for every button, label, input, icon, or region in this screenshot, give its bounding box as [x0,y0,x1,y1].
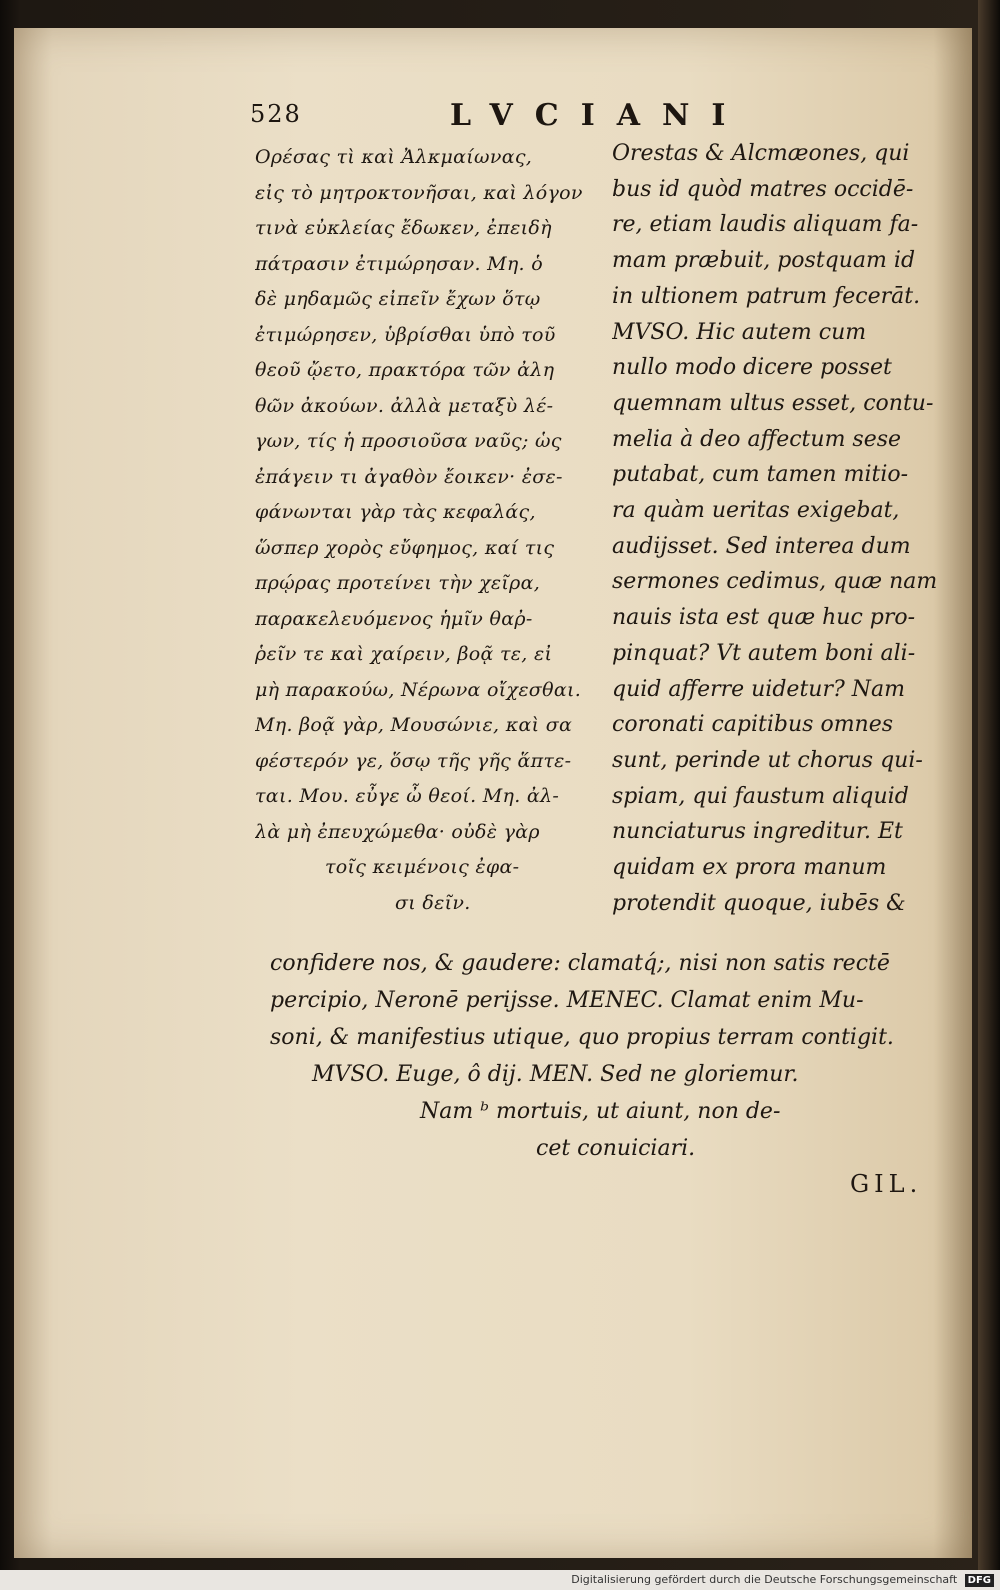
latin-line: quemnam ultus esset, contu- [612,390,934,416]
greek-text-column [255,140,605,921]
latin-line: melia à deo affectum sese [612,426,902,452]
greek-line: παρακελευόμενος ἡμῖν θαῤ- [255,607,533,630]
greek-line: πάτρασιν ἐτιμώρησαν. Μη. ὁ [255,252,543,275]
running-head: LVCIANI [450,98,748,133]
greek-line: ἐτιμώρησεν, ὑβρίσθαι ὑπὸ τοῦ [255,323,556,346]
greek-line: δὲ μηδαμῶς εἰπεῖν ἔχων ὅτῳ [255,288,541,310]
latin-line: quidam ex prora manum [612,855,887,881]
greek-line: λὰ μὴ ἐπευχώμεθα· οὐδὲ γὰρ [255,820,540,843]
latin-line: audijsset. Sed interea dum [612,533,911,559]
greek-line: τοῖς κειμένοις ἐφα- [325,856,520,878]
bottom-line: Nam ᵇ mortuis, ut aiunt, non de- [420,1099,781,1124]
latin-line: coronati capitibus omnes [612,712,894,738]
latin-line: pinquat? Vt autem boni ali- [612,640,916,666]
greek-line: φέστερόν γε, ὅσῳ τῆς γῆς ἅπτε- [255,749,572,772]
greek-line: μὴ παρακούω, Νέρωνα οἴχεσθαι. [255,678,582,701]
latin-line: quid afferre uidetur? Nam [612,676,905,702]
bottom-line: confidere nos, & gaudere: clamatq́;, nisi non satis rectē [270,951,890,976]
greek-line: τινὰ εὐκλείας ἔδωκεν, ἐπειδὴ [255,217,552,239]
latin-line: protendit quoque, iubēs & [612,890,906,916]
latin-line: spiam, qui faustum aliquid [612,783,909,809]
latin-line: in ultionem patrum fecerāt. [612,283,921,309]
greek-line: σι δεῖν. [395,891,471,914]
footer-text: Digitalisierung gefördert durch die Deutsche Forschungsgemeinschaft [571,1573,958,1586]
page-number: 528 [250,100,302,128]
latin-line: bus id quòd matres occidē- [612,176,914,202]
greek-line: Ορέσας τὶ καὶ Ἀλκμαίωνας, [255,146,533,168]
bottom-line: cet conuiciari. [536,1136,696,1161]
bottom-line: soni, & manifestius utique, quo propius terram contigit. [270,1025,894,1050]
page-header [250,100,940,140]
latin-line: nunciaturus ingreditur. Et [612,819,903,845]
latin-line: ra quàm ueritas exigebat, [612,498,900,524]
greek-line: πρῴρας προτείνει τὴν χεῖρα, [255,572,541,594]
greek-line: θῶν ἀκούων. ἀλλὰ μεταξὺ λέ- [255,394,554,417]
greek-line: ὥσπερ χορὸς εὔφημος, καί τις [255,536,555,559]
greek-line: γων, τίς ἡ προσιοῦσα ναῦς; ὡς [255,430,562,452]
bottom-line: MVSO. Euge, ô dij. MEN. Sed ne gloriemur. [312,1062,799,1087]
latin-line: MVSO. Hic autem cum [612,319,867,345]
greek-line: θεοῦ ᾤετο, πρακτόρα τῶν ἀλη [255,359,555,381]
latin-line: Orestas & Alcmæones, qui [612,141,910,166]
greek-line: ῥεῖν τε καὶ χαίρειν, βοᾷ τε, εἰ [255,643,553,665]
latin-line: sermones cedimus, quæ nam [612,569,938,595]
latin-line: re, etiam laudis aliquam fa- [612,212,919,238]
latin-line: mam præbuit, postquam id [612,248,916,274]
book-spine-edge [978,0,1000,1590]
dfg-logo: DFG [965,1574,994,1587]
greek-line: ται. Μου. εὖγε ὦ θεοί. Μη. ἀλ- [255,785,560,807]
catchword: GIL. [850,1170,923,1198]
greek-line: εἰς τὸ μητροκτονῆσαι, καὶ λόγον [255,181,583,204]
full-width-text-block [270,945,950,1167]
greek-line: Μη. βοᾷ γὰρ, Μουσώνιε, καὶ σα [255,714,573,736]
latin-line: putabat, cum tamen mitio- [612,462,909,488]
latin-line: nauis ista est quæ huc pro- [612,605,916,631]
latin-line: nullo modo dicere posset [612,355,892,381]
greek-line: φάνωνται γὰρ τὰς κεφαλάς, [255,501,536,523]
digitization-footer [0,1570,1000,1590]
bottom-line: percipio, Neronē perijsse. MENEC. Clamat enim Mu- [270,988,864,1013]
latin-line: sunt, perinde ut chorus qui- [612,747,923,773]
latin-text-column [612,136,947,921]
greek-line: ἐπάγειν τι ἀγαθὸν ἔοικεν· ἐσε- [255,465,563,488]
